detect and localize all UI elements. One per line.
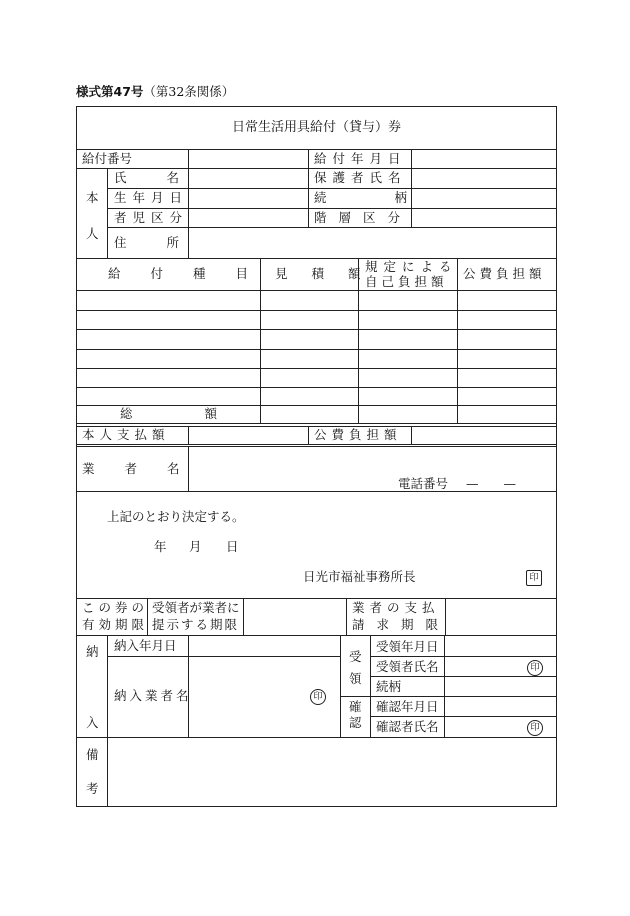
name-label: 氏名 xyxy=(114,170,220,185)
line xyxy=(358,258,359,424)
frame-bottom xyxy=(76,806,557,807)
birth-date-label: 生年月日 xyxy=(114,190,189,205)
line xyxy=(76,258,557,259)
category-label: 者児区分 xyxy=(114,210,189,225)
line xyxy=(107,208,557,209)
phone-label: 電話番号 xyxy=(398,476,449,491)
line xyxy=(76,290,557,291)
line xyxy=(107,656,340,657)
line xyxy=(76,446,557,447)
item-column-header: 給付種目 xyxy=(108,266,279,281)
validity-label-2: 有効期限 xyxy=(82,617,149,632)
relation-label: 続柄 xyxy=(314,190,476,205)
line xyxy=(260,258,261,424)
delivery-date-label: 納入年月日 xyxy=(114,638,177,653)
receipt-name-label: 受領者氏名 xyxy=(376,659,439,674)
estimate-column-header: 見積額 xyxy=(275,266,385,281)
line xyxy=(107,635,108,737)
confirm-date-label: 確認年月日 xyxy=(376,699,439,714)
self-burden-header-2: 自己負担額 xyxy=(365,274,448,289)
line xyxy=(340,696,557,697)
validity-label-1: この券の xyxy=(82,600,149,615)
line xyxy=(308,426,309,444)
receipt-side-label-2: 領 xyxy=(349,671,362,686)
issuer-seal: 印 xyxy=(526,570,542,586)
claim-deadline-label-2: 請求期限 xyxy=(352,617,451,632)
remarks-label-1: 備 xyxy=(86,747,99,762)
phone-separator: — — xyxy=(466,476,517,491)
delivery-side-label-1: 納 xyxy=(86,644,99,659)
vendor-seal: 印 xyxy=(310,689,326,705)
line xyxy=(370,676,557,677)
frame-right xyxy=(556,106,557,807)
line xyxy=(340,635,341,737)
confirm-side-label-1: 確 xyxy=(349,699,362,714)
receipt-date-label: 受領年月日 xyxy=(376,639,439,654)
tier-label: 階層区分 xyxy=(314,210,413,225)
line xyxy=(76,598,557,599)
public-payment-label: 公費負担額 xyxy=(314,427,402,442)
present-deadline-label-2: 提示する期限 xyxy=(152,617,240,632)
receipt-seal: 印 xyxy=(527,660,543,676)
benefit-date-label: 給付年月日 xyxy=(314,151,407,166)
confirm-seal: 印 xyxy=(527,720,543,736)
issuer-name: 日光市福祉事務所長 xyxy=(303,569,416,584)
line xyxy=(411,426,412,444)
line xyxy=(76,423,557,424)
line xyxy=(107,188,557,189)
line xyxy=(76,310,557,311)
confirm-side-label-2: 認 xyxy=(349,715,362,730)
decision-year: 年 xyxy=(154,539,167,554)
line xyxy=(76,168,557,169)
line xyxy=(188,635,189,737)
public-burden-header: 公費負担額 xyxy=(463,266,546,281)
line xyxy=(370,656,557,657)
line xyxy=(107,168,108,258)
receipt-relation-label: 続柄 xyxy=(376,679,402,694)
line xyxy=(76,149,557,150)
claim-deadline-label-1: 業者の支払 xyxy=(352,600,440,615)
form-title: 日常生活用具給付（貸与）券 xyxy=(231,120,401,135)
line xyxy=(107,737,108,806)
line xyxy=(76,387,557,388)
present-deadline-label-1: 受領者が業者に xyxy=(152,600,240,615)
applicant-side-label-1: 本 xyxy=(86,190,99,205)
line xyxy=(76,491,557,492)
total-label: 総額 xyxy=(120,406,290,421)
line xyxy=(107,227,557,228)
line xyxy=(188,426,189,444)
line xyxy=(243,598,244,635)
line xyxy=(76,329,557,330)
self-payment-label: 本人支払額 xyxy=(82,427,170,442)
receipt-side-label-1: 受 xyxy=(349,649,362,664)
frame-left xyxy=(76,106,77,807)
decision-day: 日 xyxy=(226,539,239,554)
line xyxy=(76,737,557,738)
line xyxy=(346,598,347,635)
decision-text: 上記のとおり決定する。 xyxy=(107,509,245,524)
line xyxy=(76,349,557,350)
delivery-side-label-2: 入 xyxy=(86,715,99,730)
benefit-number-label: 給付番号 xyxy=(82,151,133,166)
self-burden-header-1: 規定による xyxy=(365,259,458,274)
line xyxy=(444,635,445,737)
decision-month: 月 xyxy=(189,539,202,554)
line xyxy=(370,635,371,737)
line xyxy=(76,368,557,369)
address-label: 住所 xyxy=(114,235,220,250)
guardian-name-label: 保護者氏名 xyxy=(314,170,407,185)
line xyxy=(76,444,557,445)
line xyxy=(370,716,557,717)
form-reference: （第32条関係） xyxy=(143,84,235,99)
line xyxy=(457,258,458,424)
remarks-label-2: 考 xyxy=(86,781,99,796)
confirm-name-label: 確認者氏名 xyxy=(376,719,439,734)
frame-top xyxy=(76,106,557,107)
vendor-label: 業者名 xyxy=(82,461,210,476)
delivery-vendor-label: 納入業者名 xyxy=(114,688,192,703)
line xyxy=(308,149,309,228)
form-number: 様式第47号 xyxy=(76,84,144,99)
applicant-side-label-2: 人 xyxy=(86,226,99,241)
line xyxy=(76,635,557,636)
